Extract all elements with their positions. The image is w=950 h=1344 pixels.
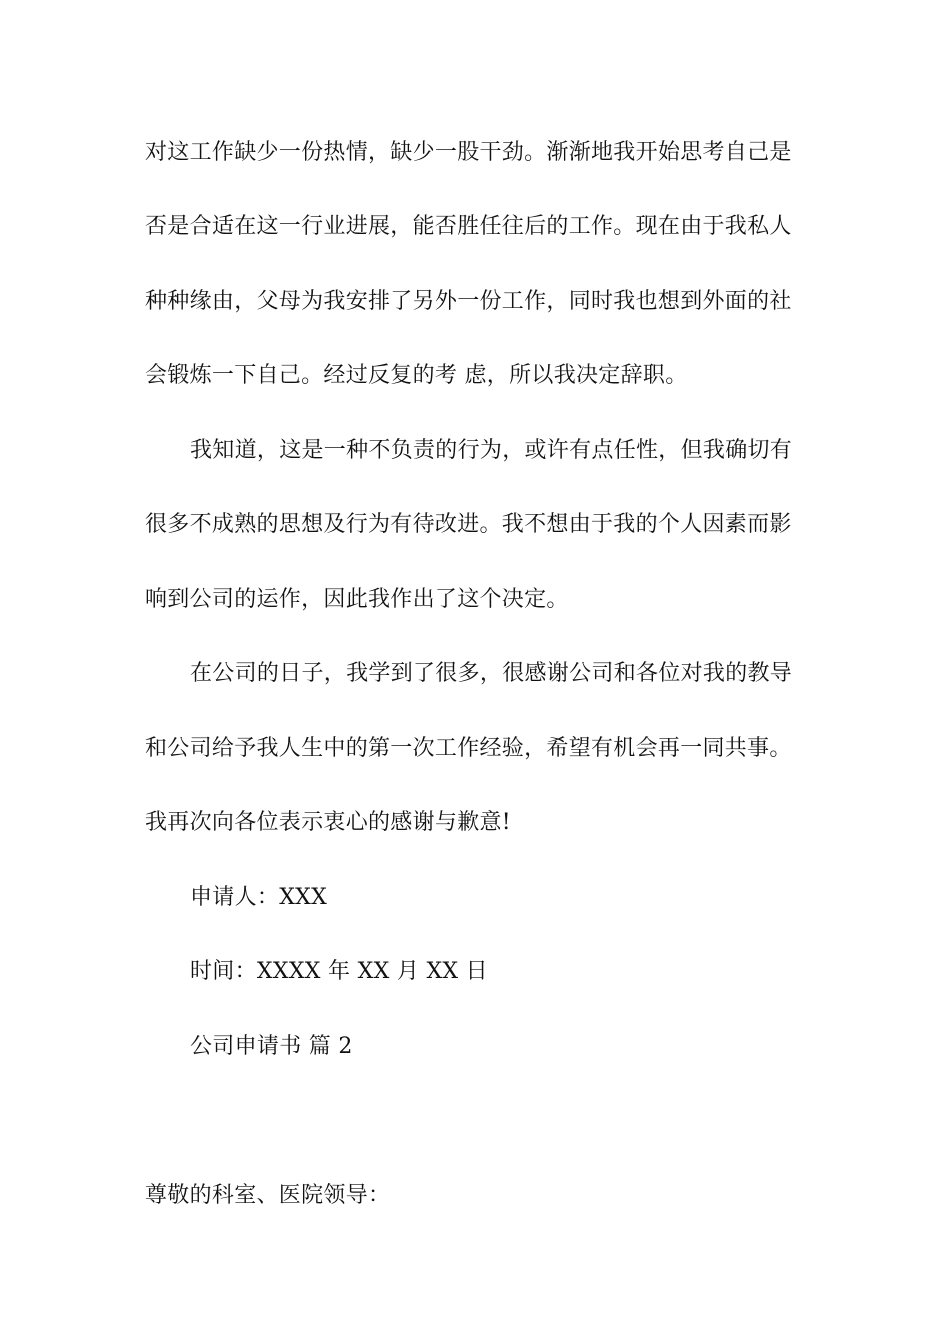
paragraph-line: 对这工作缺少一份热情，缺少一股干劲。渐渐地我开始思考自己是 [145,140,792,165]
paragraph-line: 我再次向各位表示衷心的感谢与歉意! [145,810,511,835]
date-line: 时间：XXXX 年 XX 月 XX 日 [190,959,488,984]
paragraph-line: 响到公司的运作，因此我作出了这个决定。 [145,587,569,612]
section-heading: 公司申请书 篇 2 [190,1034,353,1059]
paragraph-line: 否是合适在这一行业进展，能否胜任往后的工作。现在由于我私人 [145,214,792,239]
paragraph-line: 会锻炼一下自己。经过反复的考 虑，所以我决定辞职。 [145,363,688,388]
salutation-line: 尊敬的科室、医院领导： [145,1183,391,1208]
paragraph-line: 和公司给予我人生中的第一次工作经验，希望有机会再一同共事。 [145,736,792,761]
paragraph-line: 种种缘由，父母为我安排了另外一份工作，同时我也想到外面的社 [145,289,792,314]
applicant-line: 申请人：XXX [190,885,328,910]
paragraph-line: 在公司的日子，我学到了很多，很感谢公司和各位对我的教导 [190,661,793,686]
paragraph-line: 很多不成熟的思想及行为有待改进。我不想由于我的个人因素而影 [145,512,792,537]
paragraph-line: 我知道，这是一种不负责的行为，或许有点任性，但我确切有 [190,438,793,463]
